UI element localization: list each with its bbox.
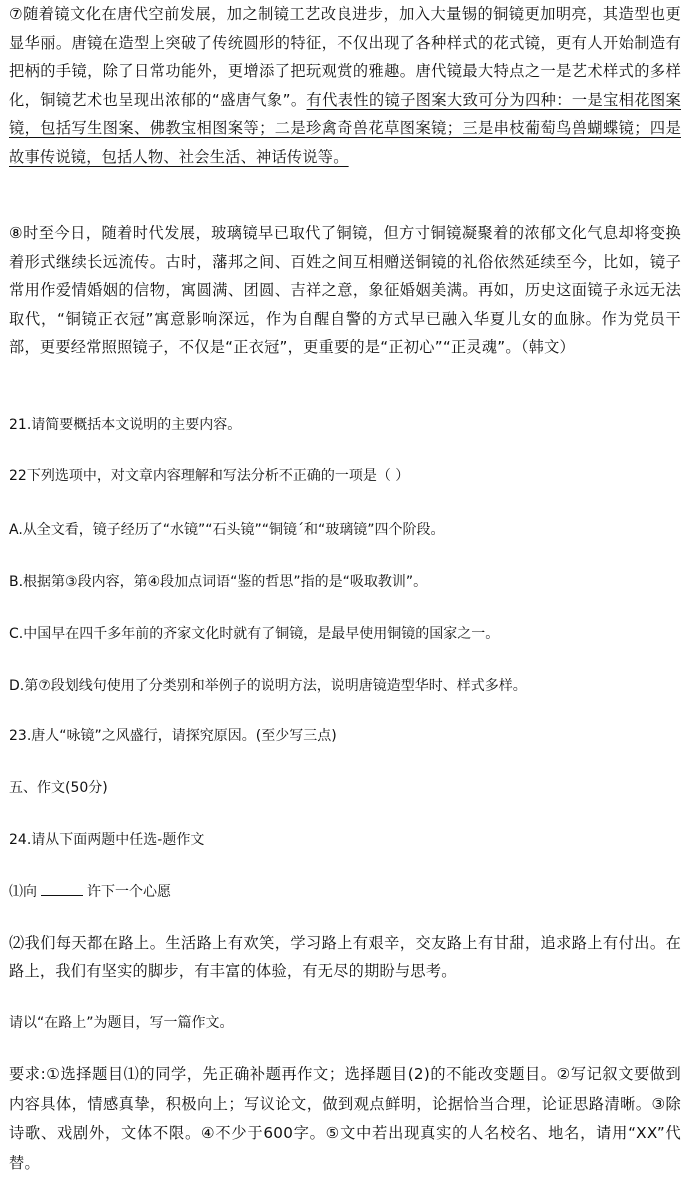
topic-2: ⑵我们每天都在路上。生活路上有欢笑，学习路上有艰辛，交友路上有甘甜，追求路上有付出。在路上，我们有坚实的脚步，有丰富的体验，有无尽的期盼与思考。 [9,934,681,980]
topic-1 [9,878,681,906]
option-b: B.根据第③段内容，第④段加点词语“鉴的哲思”指的是“吸取教训”。 [9,574,428,590]
paragraph-7-text: ⑦随着镜文化在唐代空前发展，加之制镜工艺改良进步，加入大量锡的铜镜更加明亮，其造型也更显华丽。唐镜在造型上突破了传统圆形的特征，不仅出现了各种样式的花式镜，更有人开始制造有把柄的手镜，除了日常功能外，更增添了把玩观赏的雅趣。唐代镜最大特点之一是艺术样式的多样化，铜镜艺术也呈现出浓郁的“盛唐气象”。 [9,5,681,109]
option-c: C.中国早在四千多年前的齐家文化时就有了铜镜，是最早使用铜镜的国家之一。 [9,626,500,642]
composition-instruction: 请以“在路上”为题目，写一篇作文。 [9,1015,234,1031]
question-24: 24.请从下面两题中任选-题作文 [9,832,205,848]
option-d: D.第⑦段划线句使用了分类别和举例子的说明方法，说明唐镜造型华时、样式多样。 [9,678,527,694]
option-a: A.从全文看，镜子经历了“水镜”“石头镜”“铜镜ˊ和“玻璃镜”四个阶段。 [9,522,445,538]
paragraph-8: ⑧时至今日，随着时代发展，玻璃镜早已取代了铜镜，但方寸铜镜凝聚着的浓郁文化气息却将变换着形式继续长远流传。古时，藩邦之间、百姓之间互相赠送铜镜的礼俗依然延续至今，比如，镜子常用作爱情婚姻的信物，寓圆满、团圆、吉祥之意，象征婚姻美满。再如，历史这面镜子永远无法取代，“铜镜正衣冠”寓意影响深远，作为自醒自警的方式早已融入华夏儿女的血脉。作为党员干部，更要经常照照镜子，不仅是“正衣冠”，更重要的是“正初心”“正灵魂”。（韩文） [9,224,681,357]
question-22: 22下列选项中，对文章内容理解和写法分析不正确的一项是（ ） [9,468,410,484]
topic-1-prefix: ⑴向 [9,884,37,900]
fill-in-blank[interactable] [41,881,83,896]
paragraph-7-underlined-sentence: 有代表性的镜子图案大致可分为四种：一是宝相花图案镜，包括写生图案、佛教宝相图案等；二是珍禽奇兽花草图案镜；三是串枝葡萄鸟兽蝴蝶镜；四是故事传说镜，包括人物、社会生活、神话传说等。 [9,90,681,166]
paragraph-7 [9,0,681,172]
section-heading-composition: 五、作文(50分) [9,780,108,796]
question-23: 23.唐人“咏镜”之风盛行，请探究原因。(至少写三点) [9,728,337,744]
question-21: 21.请简要概括本文说明的主要内容。 [9,417,242,433]
topic-1-suffix: 许下一个心愿 [87,884,171,900]
composition-requirements: 要求:①选择题目⑴的同学，先正确补题再作文；选择题目(2)的不能改变题目。②写记叙文要做到内容具体，情感真挚，积极向上；写议论文，做到观点鲜明，论据恰当合理，论证思路清晰。③除诗歌、戏剧外，文体不限。④不少于600字。⑤文中若出现真实的人名校名、地名，请用“XX”代替。 [9,1065,681,1172]
